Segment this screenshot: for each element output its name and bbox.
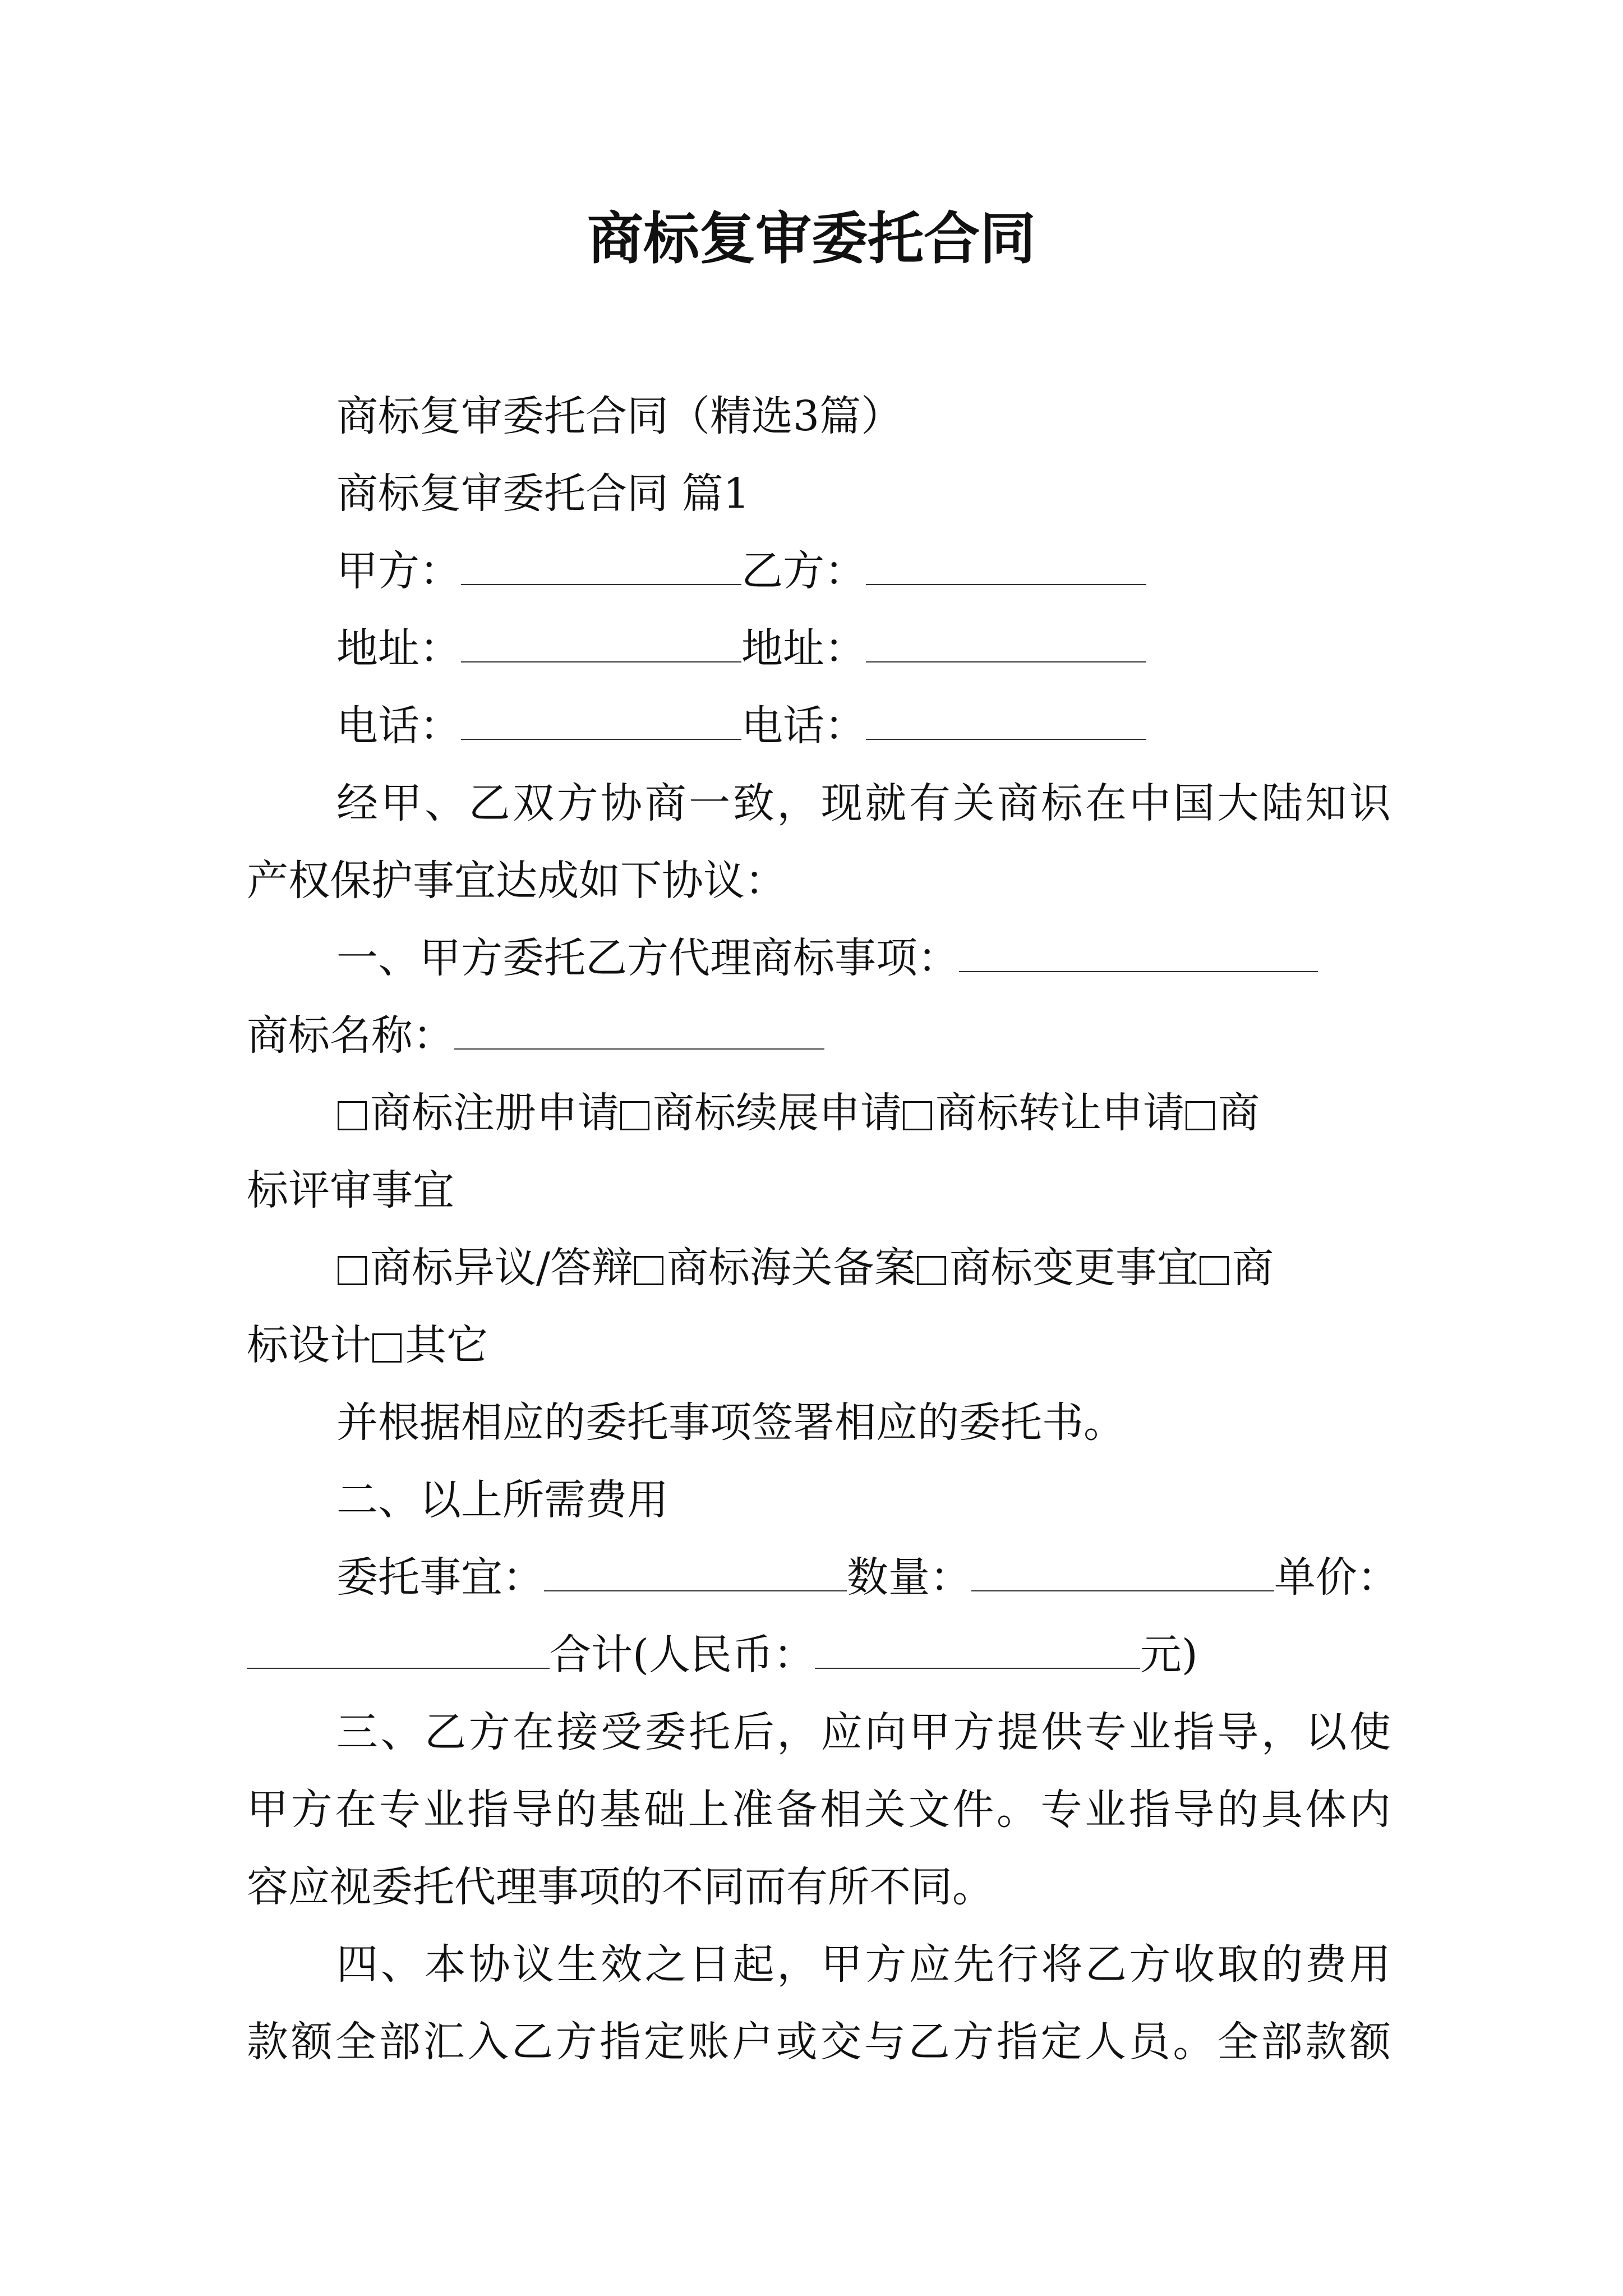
fee-total-label: 合计(人民币： bbox=[550, 1631, 815, 1679]
fee-qty-label: 数量： bbox=[847, 1553, 971, 1602]
fee-item-blank[interactable] bbox=[544, 1557, 847, 1591]
option-register: 商标注册申请 bbox=[370, 1089, 619, 1137]
checkbox-register[interactable] bbox=[338, 1101, 367, 1130]
document-title: 商标复审委托合同 bbox=[587, 205, 1036, 272]
options-row-1-cont: 标评审事宜 bbox=[247, 1166, 454, 1214]
fee-total-unit: 元) bbox=[1140, 1631, 1198, 1679]
address-a-blank[interactable] bbox=[461, 628, 741, 662]
checkbox-other[interactable] bbox=[372, 1333, 402, 1363]
party-b-blank[interactable] bbox=[866, 550, 1146, 585]
party-a-blank[interactable] bbox=[461, 550, 741, 585]
option-change: 商标变更事宜 bbox=[949, 1244, 1198, 1292]
fee-item-label: 委托事宜： bbox=[336, 1553, 544, 1602]
checkbox-review[interactable] bbox=[1186, 1101, 1215, 1130]
clause3-line-2: 甲方在专业指导的基础上准备相关文件。专业指导的具体内 bbox=[247, 1786, 1391, 1834]
phone-a-label: 电话： bbox=[336, 702, 461, 750]
phone-a-blank[interactable] bbox=[461, 705, 741, 740]
party-line bbox=[336, 532, 1391, 610]
phone-line bbox=[336, 687, 1391, 765]
part-heading: 商标复审委托合同 篇1 bbox=[336, 470, 750, 518]
fee-line-1 bbox=[336, 1538, 1399, 1617]
fee-total-blank[interactable] bbox=[815, 1634, 1140, 1669]
trademark-name-label: 商标名称： bbox=[247, 1011, 454, 1060]
party-a-label: 甲方： bbox=[336, 547, 461, 595]
options-row-2 bbox=[336, 1228, 1391, 1307]
checkbox-change[interactable] bbox=[917, 1256, 946, 1285]
party-b-label: 乙方： bbox=[741, 547, 866, 595]
clause4-line-2: 款额全部汇入乙方指定账户或交与乙方指定人员。全部款额 bbox=[247, 2018, 1391, 2066]
option-design-end: 标设计 bbox=[247, 1321, 371, 1369]
address-a-label: 地址： bbox=[336, 624, 461, 673]
address-b-blank[interactable] bbox=[866, 628, 1146, 662]
option-review-start: 商 bbox=[1218, 1089, 1260, 1137]
option-opposition: 商标异议/答辩 bbox=[370, 1244, 633, 1292]
fee-price-blank[interactable] bbox=[247, 1634, 550, 1669]
checkbox-transfer[interactable] bbox=[903, 1101, 932, 1130]
address-b-label: 地址： bbox=[741, 624, 866, 673]
option-transfer: 商标转让申请 bbox=[935, 1089, 1184, 1137]
clause4-line-1: 四、本协议生效之日起，甲方应先行将乙方收取的费用 bbox=[336, 1940, 1391, 1989]
option-other: 其它 bbox=[405, 1321, 488, 1369]
checkbox-design[interactable] bbox=[1200, 1256, 1229, 1285]
clause3-line-1: 三、乙方在接受委托后，应向甲方提供专业指导，以使 bbox=[336, 1708, 1391, 1756]
clause1-line bbox=[336, 919, 1391, 997]
trademark-name-line bbox=[247, 996, 1391, 1075]
options-row-2-cont bbox=[247, 1306, 1391, 1384]
clause1-blank[interactable] bbox=[959, 937, 1318, 972]
address-line bbox=[336, 609, 1391, 688]
fee-price-label: 单价： bbox=[1274, 1553, 1399, 1602]
phone-b-label: 电话： bbox=[741, 702, 866, 750]
intro-line-2: 产权保护事宜达成如下协议： bbox=[247, 857, 786, 905]
intro-line-1: 经甲、乙双方协商一致，现就有关商标在中国大陆知识 bbox=[336, 779, 1391, 827]
option-design-start: 商 bbox=[1232, 1244, 1274, 1292]
trademark-name-blank[interactable] bbox=[454, 1015, 824, 1050]
phone-b-blank[interactable] bbox=[866, 705, 1146, 740]
clause2-heading: 二、以上所需费用 bbox=[336, 1476, 668, 1524]
fee-line-2 bbox=[247, 1616, 1391, 1694]
option-customs: 商标海关备案 bbox=[666, 1244, 916, 1292]
checkbox-renewal[interactable] bbox=[620, 1101, 649, 1130]
checkbox-customs[interactable] bbox=[634, 1256, 663, 1285]
option-renewal: 商标续展申请 bbox=[653, 1089, 902, 1137]
options-row-1 bbox=[336, 1074, 1391, 1152]
clause1-end: 并根据相应的委托事项签署相应的委托书。 bbox=[336, 1398, 1125, 1447]
checkbox-opposition[interactable] bbox=[338, 1256, 367, 1285]
subtitle: 商标复审委托合同（精选3篇） bbox=[336, 392, 903, 440]
clause3-line-3: 容应视委托代理事项的不同而有所不同。 bbox=[247, 1863, 994, 1911]
fee-qty-blank[interactable] bbox=[971, 1557, 1274, 1591]
clause1-text: 一、甲方委托乙方代理商标事项： bbox=[336, 934, 959, 982]
